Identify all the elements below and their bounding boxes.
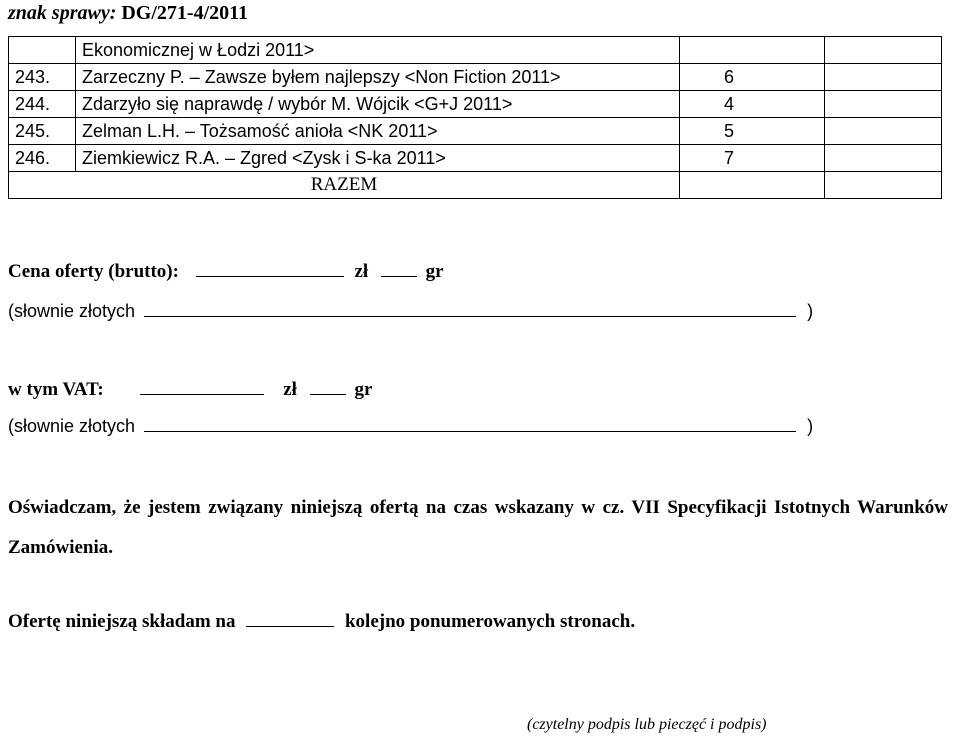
offer-price-label: Cena oferty (brutto): bbox=[8, 261, 179, 282]
row-extra bbox=[825, 64, 942, 91]
offer-price-line bbox=[8, 258, 444, 283]
offer-words-open: (słownie złotych bbox=[8, 301, 136, 321]
row-number: 243. bbox=[9, 64, 76, 91]
row-extra bbox=[825, 91, 942, 118]
row-quantity: 6 bbox=[680, 64, 825, 91]
row-extra bbox=[825, 37, 942, 64]
row-title: Zelman L.H. – Tożsamość anioła <NK 2011> bbox=[76, 118, 680, 145]
row-number bbox=[9, 37, 76, 64]
offer-price-zl-field[interactable] bbox=[196, 258, 344, 277]
row-number: 246. bbox=[9, 145, 76, 172]
offer-words-field[interactable] bbox=[144, 298, 796, 317]
vat-gr-field[interactable] bbox=[310, 376, 346, 395]
table-row bbox=[9, 118, 942, 145]
vat-words-close: ) bbox=[807, 416, 814, 436]
row-title: Ekonomicznej w Łodzi 2011> bbox=[76, 37, 680, 64]
pages-statement-after: kolejno ponumerowanych stronach. bbox=[344, 611, 636, 632]
offer-words-close: ) bbox=[807, 301, 814, 321]
total-quantity bbox=[680, 172, 825, 199]
pages-statement-line bbox=[8, 608, 635, 633]
books-table bbox=[8, 36, 942, 199]
row-quantity: 5 bbox=[680, 118, 825, 145]
table-row bbox=[9, 37, 942, 64]
row-quantity bbox=[680, 37, 825, 64]
case-reference bbox=[8, 2, 248, 25]
pages-count-field[interactable] bbox=[246, 608, 334, 627]
total-extra bbox=[825, 172, 942, 199]
vat-zl-unit: zł bbox=[283, 379, 297, 400]
row-title: Ziemkiewicz R.A. – Zgred <Zysk i S-ka 2011> bbox=[76, 145, 680, 172]
vat-gr-unit: gr bbox=[354, 379, 373, 400]
vat-words-field[interactable] bbox=[144, 413, 796, 432]
row-quantity: 4 bbox=[680, 91, 825, 118]
signature-caption: (czytelny podpis lub pieczęć i podpis) bbox=[527, 716, 767, 733]
vat-zl-field[interactable] bbox=[140, 376, 264, 395]
table-row bbox=[9, 64, 942, 91]
vat-line bbox=[8, 376, 372, 401]
row-quantity: 7 bbox=[680, 145, 825, 172]
offer-words-line bbox=[8, 298, 813, 322]
vat-words-line bbox=[8, 413, 813, 437]
vat-label: w tym VAT: bbox=[8, 379, 104, 400]
offer-price-gr-unit: gr bbox=[425, 261, 444, 282]
case-reference-value: DG/271-4/2011 bbox=[121, 2, 249, 24]
row-extra bbox=[825, 145, 942, 172]
total-row bbox=[9, 172, 942, 199]
vat-words-open: (słownie złotych bbox=[8, 416, 136, 436]
table-row bbox=[9, 91, 942, 118]
offer-price-gr-field[interactable] bbox=[381, 258, 417, 277]
row-extra bbox=[825, 118, 942, 145]
table-row bbox=[9, 145, 942, 172]
binding-statement: Oświadczam, że jestem związany niniejszą ofertą na czas wskazany w cz. VII Specyfikacji Istotnych Warunków Zamówienia. bbox=[8, 497, 948, 558]
row-number: 245. bbox=[9, 118, 76, 145]
row-title: Zarzeczny P. – Zawsze byłem najlepszy <Non Fiction 2011> bbox=[76, 64, 680, 91]
row-title: Zdarzyło się naprawdę / wybór M. Wójcik <G+J 2011> bbox=[76, 91, 680, 118]
case-reference-label: znak sprawy: bbox=[8, 2, 117, 24]
row-number: 244. bbox=[9, 91, 76, 118]
total-label: RAZEM bbox=[9, 172, 680, 199]
pages-statement-before: Ofertę niniejszą składam na bbox=[8, 611, 236, 632]
offer-price-zl-unit: zł bbox=[354, 261, 369, 282]
